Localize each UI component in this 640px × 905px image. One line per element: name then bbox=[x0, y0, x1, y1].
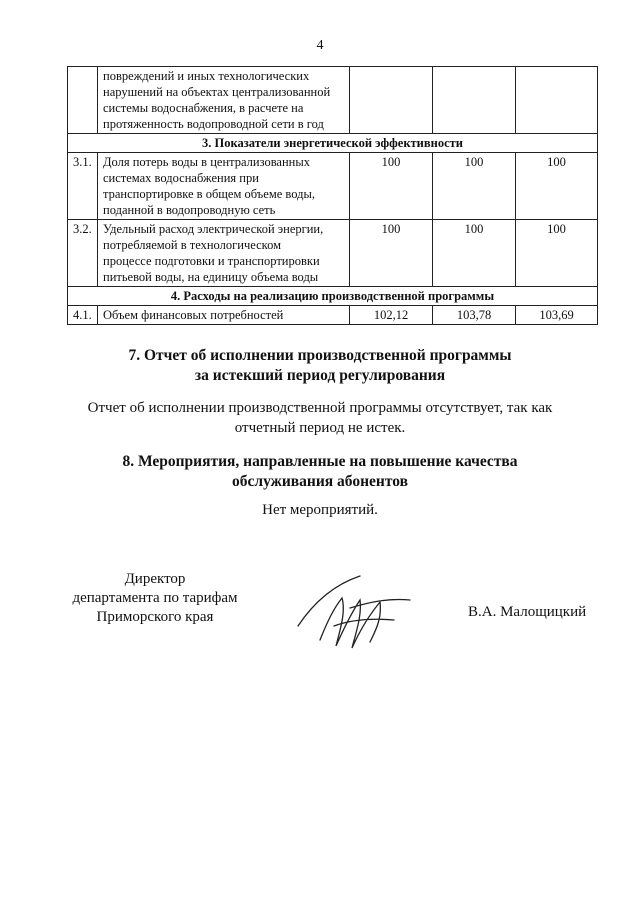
row-description: Объем финансовых потребностей bbox=[98, 306, 350, 325]
indicators-table bbox=[67, 66, 598, 325]
row-description: Удельный расход электрической энергии, потребляемой в технологическом процессе подготовки и транспортировки питьевой воды, на единицу объема воды bbox=[98, 220, 350, 287]
section-8-text: Нет мероприятий. bbox=[262, 502, 378, 518]
row-value bbox=[516, 67, 598, 134]
section-3-title: 3. Показатели энергетической эффективности bbox=[68, 134, 598, 153]
row-value: 100 bbox=[516, 153, 598, 220]
row-value: 103,69 bbox=[516, 306, 598, 325]
row-value: 100 bbox=[516, 220, 598, 287]
row-value bbox=[350, 67, 433, 134]
section-4-title: 4. Расходы на реализацию производственной программы bbox=[68, 287, 598, 306]
section-8-heading: 8. Мероприятия, направленные на повышение качества обслуживания абонентов bbox=[122, 453, 518, 490]
row-number: 4.1. bbox=[68, 306, 98, 325]
row-value: 103,78 bbox=[433, 306, 516, 325]
section-7-heading: 7. Отчет об исполнении производственной программы за истекший период регулирования bbox=[128, 347, 512, 384]
row-description: повреждений и иных технологических нарушений на объектах централизованной системы водоснабжения, в расчете на протяженность водопроводной сети в год bbox=[98, 67, 350, 134]
signatory-title: Директор департамента по тарифам Приморского края bbox=[72, 571, 238, 625]
table-row bbox=[68, 153, 598, 220]
row-value: 100 bbox=[433, 220, 516, 287]
table-row bbox=[68, 67, 598, 134]
section-7-text: Отчет об исполнении производственной программы отсутствует, так как отчетный период не истек. bbox=[87, 400, 553, 436]
row-number: 3.2. bbox=[68, 220, 98, 287]
section-row bbox=[68, 287, 598, 306]
row-number bbox=[68, 67, 98, 134]
row-number: 3.1. bbox=[68, 153, 98, 220]
handwritten-signature bbox=[290, 568, 420, 658]
row-value: 100 bbox=[350, 220, 433, 287]
row-value: 100 bbox=[350, 153, 433, 220]
row-description: Доля потерь воды в централизованных системах водоснабжения при транспортировке в общем объеме воды, поданной в водопроводную сеть bbox=[98, 153, 350, 220]
row-value: 100 bbox=[433, 153, 516, 220]
section-row bbox=[68, 134, 598, 153]
table-row bbox=[68, 306, 598, 325]
row-value bbox=[433, 67, 516, 134]
table-row bbox=[68, 220, 598, 287]
signatory-name: В.А. Малощицкий bbox=[468, 604, 587, 620]
row-value: 102,12 bbox=[350, 306, 433, 325]
page-number: 4 bbox=[316, 38, 324, 53]
